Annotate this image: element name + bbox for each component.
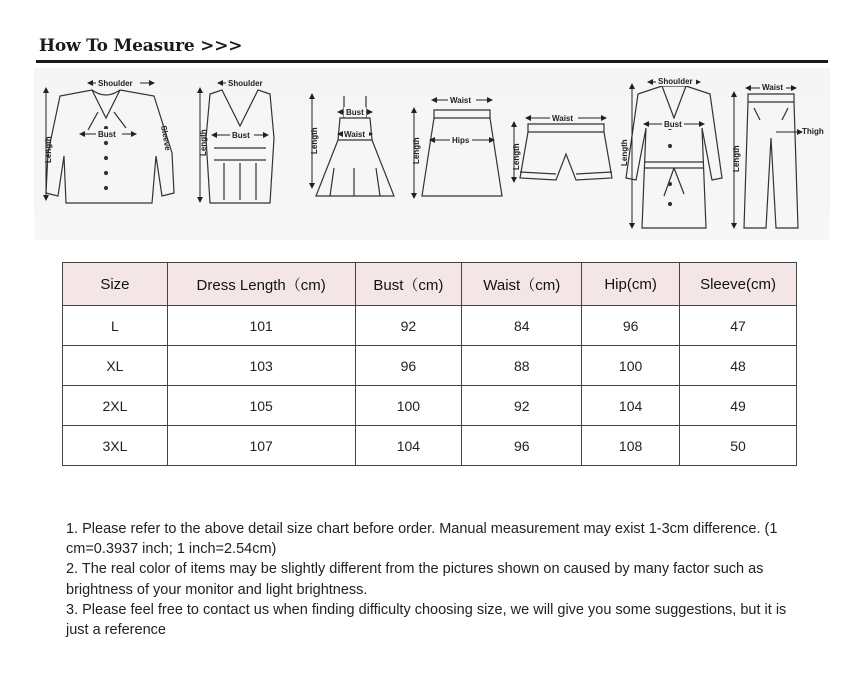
- cell-sleeve: 48: [680, 346, 797, 386]
- hips-label: Hips: [452, 136, 470, 145]
- page-header: [36, 36, 828, 66]
- cell-hip: 100: [582, 346, 680, 386]
- table-row: [63, 426, 797, 466]
- bust-label: Bust: [98, 130, 116, 139]
- cell-dress-length: 101: [167, 306, 355, 346]
- length-label-7: Length: [732, 145, 741, 172]
- cell-size: 2XL: [63, 386, 168, 426]
- sleeve-label: Sleeve: [159, 124, 173, 152]
- table-header-row: [63, 263, 797, 306]
- waist-label-4: Waist: [450, 96, 472, 105]
- cell-dress-length: 103: [167, 346, 355, 386]
- column-header-hip: Hip(cm): [582, 263, 680, 306]
- cell-size: 3XL: [63, 426, 168, 466]
- garment-diagrams: [34, 68, 830, 240]
- table-row: [63, 386, 797, 426]
- length-label: Length: [44, 136, 53, 163]
- column-header-bust: Bust（cm): [355, 263, 462, 306]
- table-row: [63, 306, 797, 346]
- blouse-diagram: [46, 90, 174, 203]
- length-label-6: Length: [620, 139, 629, 166]
- cell-bust: 100: [355, 386, 462, 426]
- cell-size: XL: [63, 346, 168, 386]
- trousers-diagram: [744, 94, 798, 228]
- cell-waist: 92: [462, 386, 582, 426]
- length-label-5: Length: [512, 143, 521, 170]
- cell-hip: 96: [582, 306, 680, 346]
- cell-dress-length: 105: [167, 386, 355, 426]
- cell-hip: 108: [582, 426, 680, 466]
- note-item: 1. Please refer to the above detail size chart before order. Manual measurement may exist 1-3cm difference. (1 cm=0.3937 inch; 1 inch=2.54cm): [66, 521, 778, 558]
- bust-label-3: Bust: [346, 108, 364, 117]
- shoulder-label: Shoulder: [98, 79, 133, 88]
- shoulder-label-6: Shoulder: [658, 77, 693, 86]
- coat-diagram: [626, 86, 722, 228]
- cell-bust: 104: [355, 426, 462, 466]
- bust-label-6: Bust: [664, 120, 682, 129]
- header-divider: [36, 60, 828, 63]
- cell-sleeve: 50: [680, 426, 797, 466]
- cell-sleeve: 47: [680, 306, 797, 346]
- cell-bust: 92: [355, 306, 462, 346]
- bust-label-2: Bust: [232, 131, 250, 140]
- column-header-size: Size: [63, 263, 168, 306]
- measurement-illustrations: [34, 68, 830, 240]
- thigh-label: Thigh: [802, 127, 824, 136]
- shoulder-label-2: Shoulder: [228, 79, 263, 88]
- column-header-dress-length: Dress Length（cm): [167, 263, 355, 306]
- cell-dress-length: 107: [167, 426, 355, 466]
- waist-label-7: Waist: [762, 83, 784, 92]
- cell-bust: 96: [355, 346, 462, 386]
- cell-sleeve: 49: [680, 386, 797, 426]
- cell-waist: 84: [462, 306, 582, 346]
- cell-waist: 96: [462, 426, 582, 466]
- sleeveless-top-diagram: [206, 90, 274, 203]
- table-row: [63, 346, 797, 386]
- size-notes: [66, 519, 806, 640]
- shorts-diagram: [520, 124, 612, 180]
- note-item: 3. Please feel free to contact us when finding difficulty choosing size, we will give you some suggestions, but it is just a reference: [66, 601, 787, 639]
- cell-hip: 104: [582, 386, 680, 426]
- waist-label-5: Waist: [552, 114, 574, 123]
- size-chart-table: [62, 262, 797, 466]
- column-header-waist: Waist（cm): [462, 263, 582, 306]
- column-header-sleeve: Sleeve(cm): [680, 263, 797, 306]
- length-label-4: Length: [412, 137, 421, 164]
- length-label-3: Length: [310, 127, 319, 154]
- cell-waist: 88: [462, 346, 582, 386]
- page-title: How To Measure >>>: [39, 36, 243, 56]
- cell-size: L: [63, 306, 168, 346]
- skirt-diagram: [422, 110, 502, 196]
- length-label-2: Length: [199, 129, 208, 156]
- waist-label-3: Waist: [344, 130, 366, 139]
- note-item: 2. The real color of items may be slightly different from the pictures shown on caused by many factor such as brightness of your monitor and light brightness.: [66, 561, 764, 598]
